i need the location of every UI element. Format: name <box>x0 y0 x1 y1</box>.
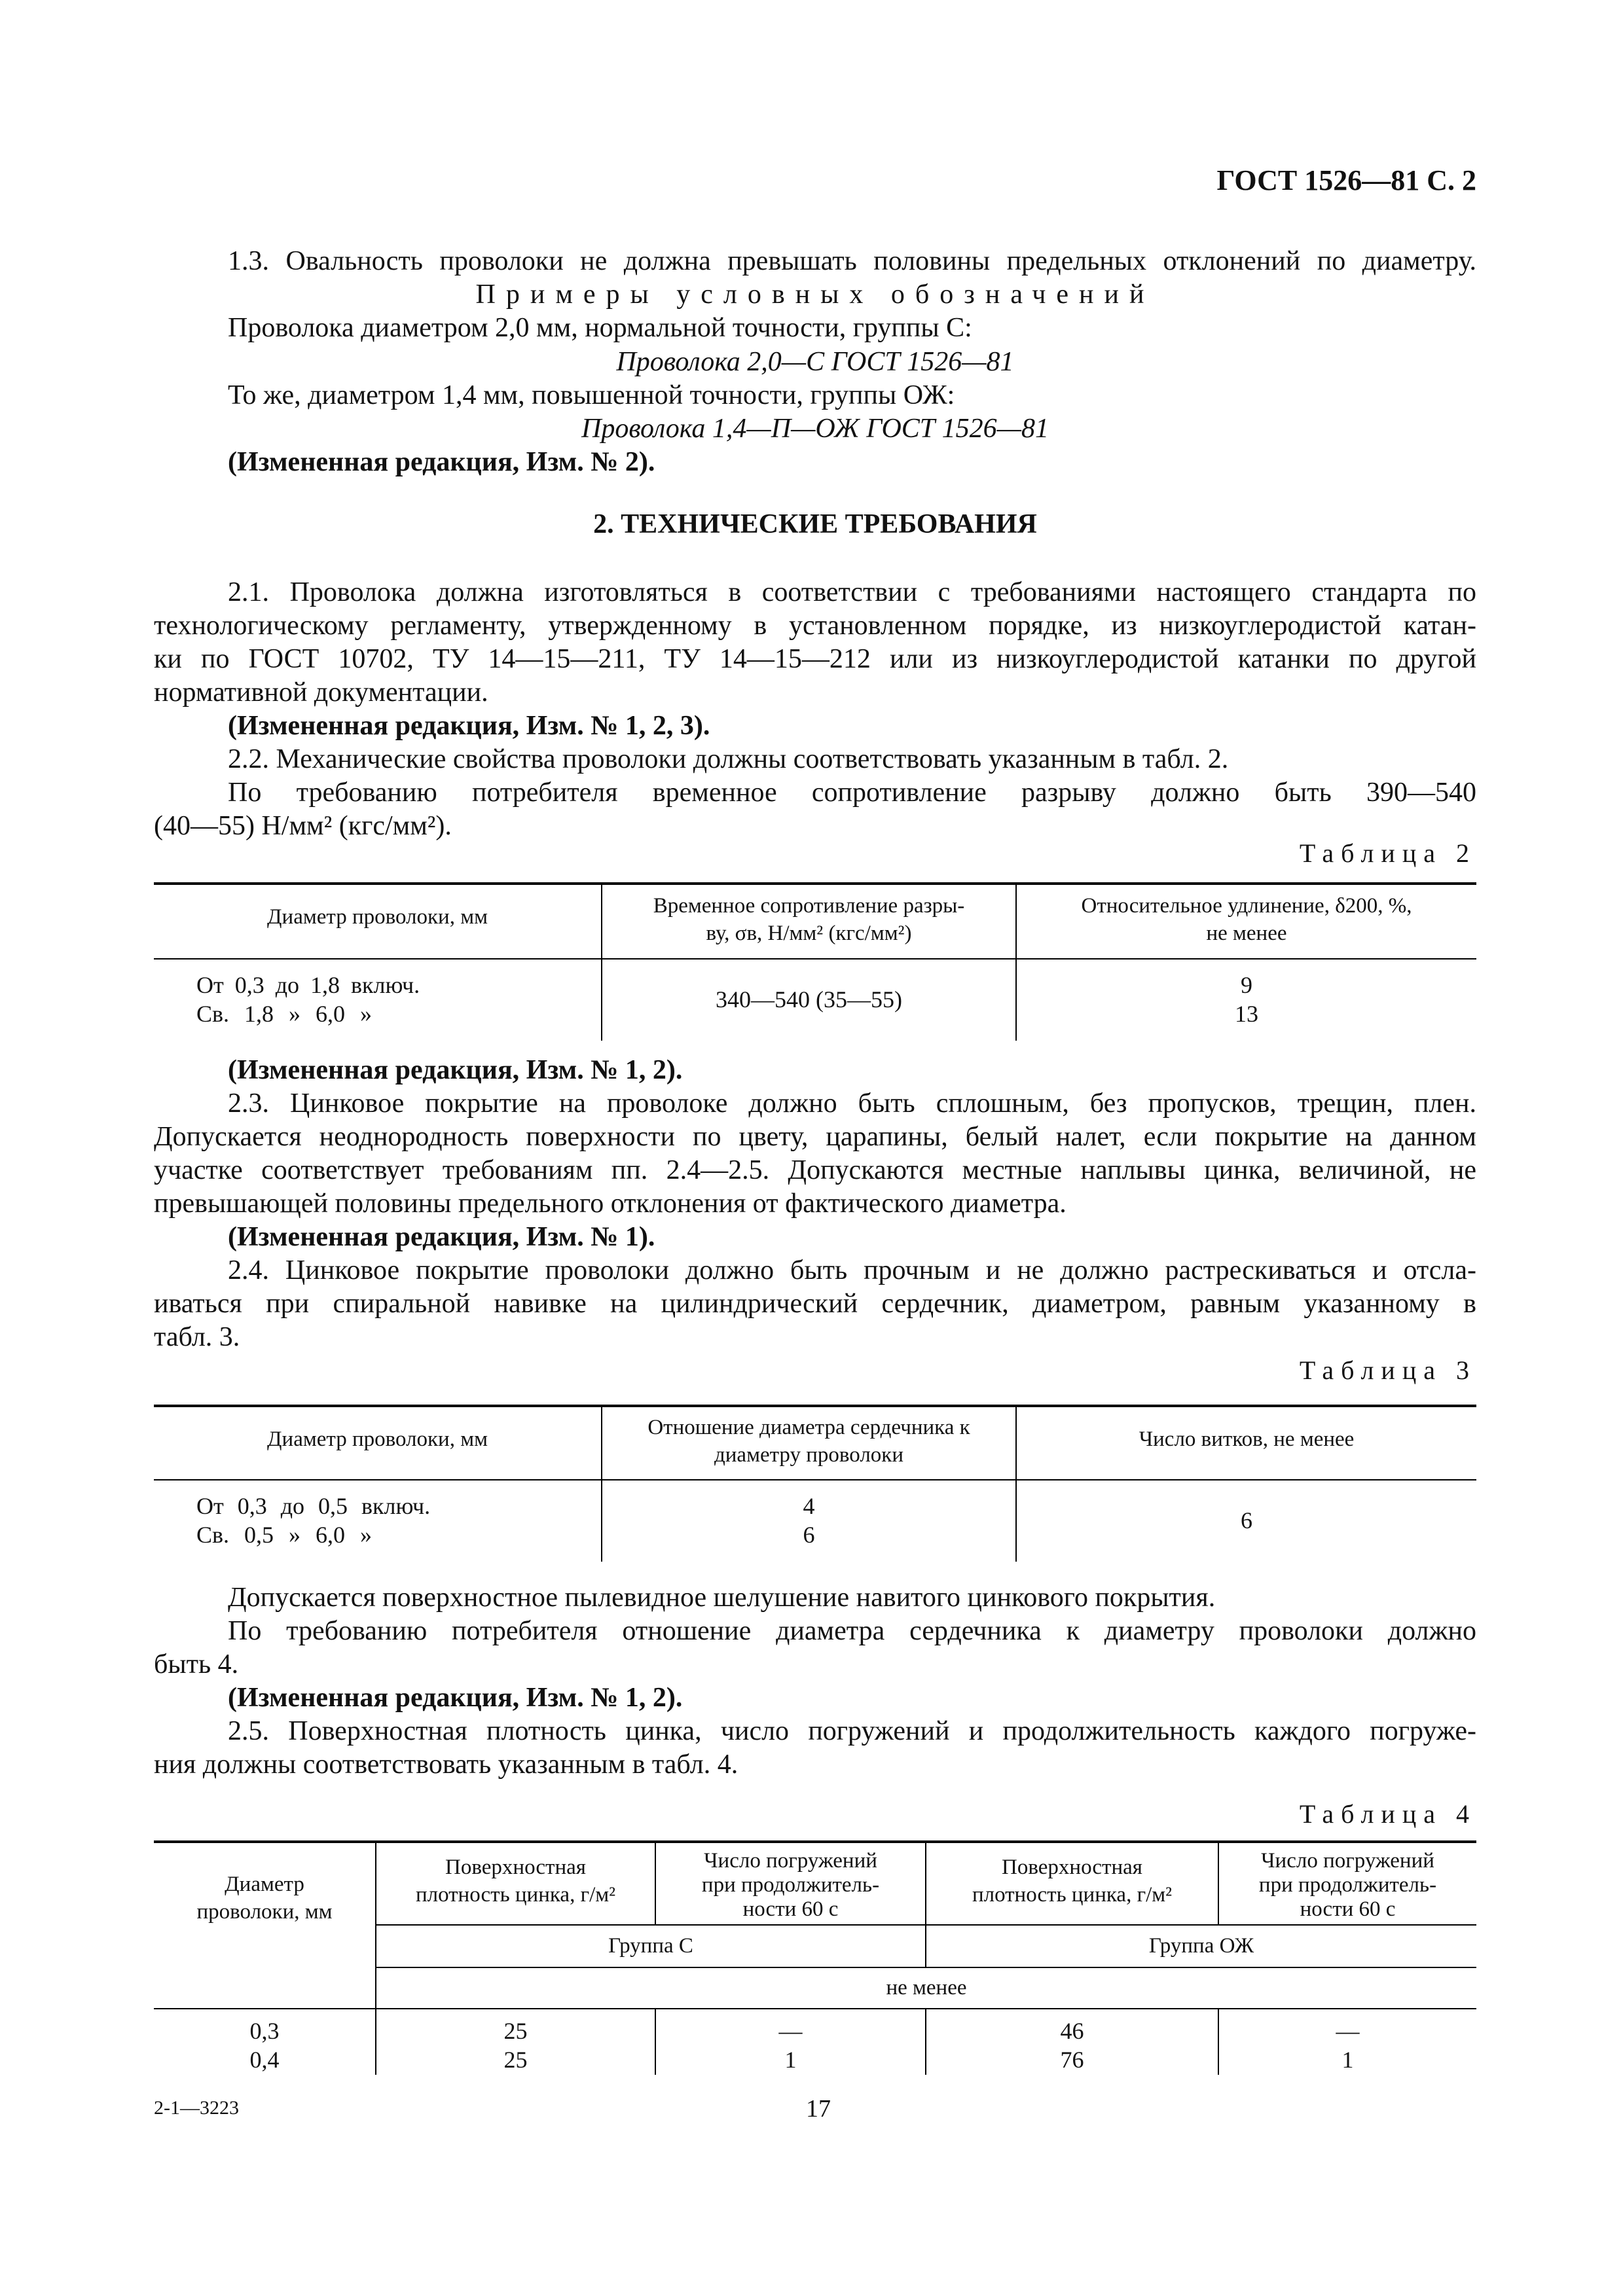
page-number: 17 <box>806 2095 831 2123</box>
table-3-header-ratio-line-2: диаметру проволоки <box>714 1443 903 1467</box>
example-2-text: То же, диаметром 1,4 мм, повышенной точности, группы ОЖ: <box>228 380 955 410</box>
table-4-header-oj-dips-line-2: при продолжитель- <box>1258 1873 1437 1897</box>
paragraph-2-4-line-1: 2.4. Цинковое покрытие проволоки должно быть прочным и не должно растрескиваться и отсла- <box>228 1255 1476 1285</box>
table-4-header-c-dips-line-3: ности 60 с <box>742 1897 839 1921</box>
table-2-row-1-diameter: От 0,3 до 1,8 включ. <box>196 972 420 998</box>
table-4-row-2-c-density: 25 <box>503 2047 528 2073</box>
example-1-text: Проволока диаметром 2,0 мм, нормальной точности, группы С: <box>228 313 972 343</box>
table-4-header-c-density-line-2: плотность цинка, г/м² <box>415 1883 616 1907</box>
table-4-row-1-oj-density: 46 <box>1060 2018 1084 2044</box>
table-3-row-1-diameter: От 0,3 до 0,5 включ. <box>196 1493 431 1519</box>
table-3-header-ratio-line-1: Отношение диаметра сердечника к <box>647 1416 970 1439</box>
table-4-header-oj-dips-line-3: ности 60 с <box>1300 1897 1396 1921</box>
paragraph-2-3-line-1: 2.3. Цинковое покрытие на проволоке должно быть сплошным, без пропусков, трещин, плен. <box>228 1088 1476 1119</box>
table-2-row-2-diameter: Св. 1,8 » 6,0 » <box>196 1001 373 1027</box>
table-4-caption: Таблица 4 <box>1299 1799 1476 1829</box>
table-2-header-strength-line-2: ву, σв, Н/мм² (кгс/мм²) <box>706 922 912 945</box>
paragraph-2-2b-line-2: (40—55) Н/мм² (кгс/мм²). <box>154 811 452 841</box>
footer-code: 2-1—3223 <box>154 2097 239 2119</box>
table-2-row-2-elongation: 13 <box>1235 1001 1258 1027</box>
table-3-row-2-diameter: Св. 0,5 » 6,0 » <box>196 1522 373 1548</box>
paragraph-2-4-line-2: иваться при спиральной навивке на цилиндрический сердечник, диаметром, равным указанному в <box>154 1289 1476 1319</box>
paragraph-2-4-line-3: табл. 3. <box>154 1322 240 1352</box>
table-2-header-elongation-line-2: не менее <box>1206 922 1287 945</box>
table-4-row-1-diameter: 0,3 <box>249 2018 280 2044</box>
amendment-note-1: (Измененная редакция, Изм. № 2). <box>228 447 655 477</box>
table-3-caption: Таблица 3 <box>1299 1355 1476 1385</box>
paragraph-2-2: 2.2. Механические свойства проволоки должны соответствовать указанным в табл. 2. <box>228 744 1229 774</box>
table-2-header-elongation-line-1: Относительное удлинение, δ200, %, <box>1081 894 1412 918</box>
paragraph-after-table-3-line-2: По требованию потребителя отношение диаметра сердечника к диаметру проволоки должно <box>228 1616 1476 1646</box>
paragraph-after-table-3-line-3: быть 4. <box>154 1649 239 1679</box>
table-4-group-oj: Группа ОЖ <box>1148 1934 1254 1958</box>
paragraph-2-3-line-3: участке соответствует требованиям пп. 2.4—2.5. Допускаются местные наплывы цинка, величиной, не <box>154 1155 1476 1185</box>
example-2-code: Проволока 1,4—П—ОЖ ГОСТ 1526—81 <box>581 414 1049 444</box>
table-4-group-c: Группа С <box>608 1934 693 1958</box>
table-4-row-2-oj-density: 76 <box>1060 2047 1084 2073</box>
examples-heading: Примеры условных обозначений <box>475 279 1155 310</box>
table-4-row-2-diameter: 0,4 <box>249 2047 280 2073</box>
table-4-header-oj-density-line-1: Поверхностная <box>1002 1856 1142 1879</box>
table-3-header-turns: Число витков, не менее <box>1139 1427 1355 1451</box>
amendment-note-4: (Измененная редакция, Изм. № 1). <box>228 1222 655 1252</box>
section-2-title: 2. ТЕХНИЧЕСКИЕ ТРЕБОВАНИЯ <box>593 509 1037 539</box>
table-4-header-c-dips-line-2: при продолжитель- <box>701 1873 880 1897</box>
table-4-row-1-c-dips: — <box>778 2018 803 2044</box>
paragraph-2-5-line-1: 2.5. Поверхностная плотность цинка, число погружений и продолжительность каждого погруже- <box>228 1716 1476 1746</box>
table-3-row-1-ratio: 4 <box>803 1493 815 1519</box>
table-4-header-oj-density-line-2: плотность цинка, г/м² <box>972 1883 1173 1907</box>
amendment-note-5: (Измененная редакция, Изм. № 1, 2). <box>228 1683 683 1713</box>
example-1-code: Проволока 2,0—С ГОСТ 1526—81 <box>616 347 1014 377</box>
paragraph-2-3-line-4: превышающей половины предельного отклонения от фактического диаметра. <box>154 1189 1067 1219</box>
table-4-row-1-oj-dips: — <box>1336 2018 1360 2044</box>
table-2-strength-value: 340—540 (35—55) <box>716 986 902 1013</box>
table-4-row-1-c-density: 25 <box>503 2018 528 2044</box>
table-3-header-diameter: Диаметр проволоки, мм <box>267 1427 488 1451</box>
paragraph-2-3-line-2: Допускается неоднородность поверхности по цвету, царапины, белый налет, если покрытие на данном <box>154 1122 1476 1152</box>
table-2-caption: Таблица 2 <box>1299 838 1476 868</box>
table-2-header-strength-line-1: Временное сопротивление разры- <box>653 894 965 918</box>
table-4-header-diameter-line-1: Диаметр <box>225 1873 304 1896</box>
paragraph-2-2b-line-1: По требованию потребителя временное сопротивление разрыву должно быть 390—540 <box>228 778 1476 808</box>
paragraph-after-table-3-line-1: Допускается поверхностное пылевидное шелушение навитого цинкового покрытия. <box>228 1583 1216 1613</box>
paragraph-2-1-line-2: технологическому регламенту, утвержденному в установленном порядке, из низкоуглеродистой катан- <box>154 611 1476 641</box>
page-header-title: ГОСТ 1526—81 С. 2 <box>1216 164 1476 196</box>
paragraph-2-5-line-2: ния должны соответствовать указанным в табл. 4. <box>154 1749 739 1780</box>
paragraph-2-1-line-1: 2.1. Проволока должна изготовляться в соответствии с требованиями настоящего стандарта по <box>228 577 1476 607</box>
paragraph-1-3: 1.3. Овальность проволоки не должна превышать половины предельных отклонений по диаметру. <box>228 246 1476 276</box>
table-2-row-1-elongation: 9 <box>1241 972 1252 998</box>
amendment-note-2: (Измененная редакция, Изм. № 1, 2, 3). <box>228 711 710 741</box>
amendment-note-3: (Измененная редакция, Изм. № 1, 2). <box>228 1055 683 1085</box>
paragraph-2-1-line-3: ки по ГОСТ 10702, ТУ 14—15—211, ТУ 14—15—212 или из низкоуглеродистой катанки по другой <box>154 644 1476 674</box>
table-4-header-c-density-line-1: Поверхностная <box>445 1856 586 1879</box>
table-4-row-2-oj-dips: 1 <box>1341 2047 1354 2073</box>
table-4-header-diameter-line-2: проволоки, мм <box>196 1900 333 1924</box>
paragraph-2-1-line-4: нормативной документации. <box>154 677 488 708</box>
table-2-header-diameter: Диаметр проволоки, мм <box>267 905 488 929</box>
table-4-min-label: не менее <box>886 1976 967 2000</box>
table-3-row-2-ratio: 6 <box>803 1522 815 1548</box>
table-4-header-c-dips-line-1: Число погружений <box>704 1849 877 1873</box>
table-4-row-2-c-dips: 1 <box>784 2047 797 2073</box>
table-4-header-oj-dips-line-1: Число погружений <box>1261 1849 1434 1873</box>
table-3-turns-value: 6 <box>1241 1507 1252 1534</box>
